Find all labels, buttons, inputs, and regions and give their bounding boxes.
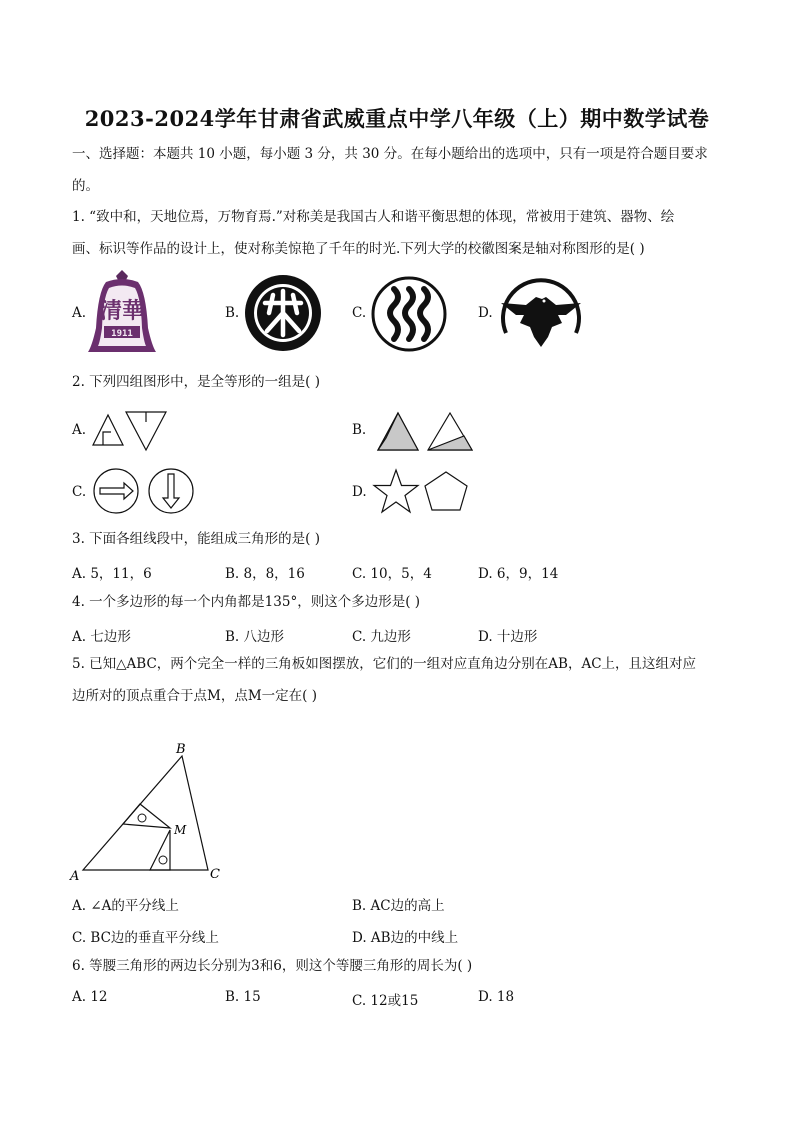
q2-option-b-figure xyxy=(376,410,476,454)
q1-option-b-label: B. xyxy=(225,305,240,321)
q2-option-d-figure xyxy=(372,468,472,516)
section-heading-cont: 的。 xyxy=(72,178,99,194)
q5-option-a: A. ∠A的平分线上 xyxy=(72,898,179,914)
section-heading: 一、选择题：本题共 10 小题，每小题 3 分，共 30 分。在每小题给出的选项中，只有一项是符合题目要求 xyxy=(72,146,708,162)
q5-triangle-figure xyxy=(70,740,230,882)
q3-option-a: A. 5，11，6 xyxy=(72,566,152,582)
q5-option-b: B. AC边的高上 xyxy=(352,898,445,914)
q3-option-b: B. 8，8，16 xyxy=(225,566,305,582)
logo-a-chars: 清華 xyxy=(99,298,145,324)
q1-option-a-label: A. xyxy=(72,305,87,321)
q6-option-c: C. 12或15 xyxy=(352,993,419,1009)
wave-logo-icon xyxy=(370,275,448,353)
question-1-line2: 画、标识等作品的设计上，使对称美惊艳了千年的时光.下列大学的校徽图案是轴对称图形的是( ) xyxy=(72,241,645,257)
q5-option-d: D. AB边的中线上 xyxy=(352,930,459,946)
eagle-logo-icon xyxy=(496,275,586,353)
point-m-label: M xyxy=(174,823,187,837)
q1-option-c-label: C. xyxy=(352,305,367,321)
q5-option-c: C. BC边的垂直平分线上 xyxy=(72,930,219,946)
peking-logo-icon xyxy=(243,273,323,353)
q2-option-a-figure xyxy=(90,410,170,454)
q2-option-a-label: A. xyxy=(72,422,87,438)
tsinghua-logo-icon xyxy=(86,268,158,356)
q2-option-c-figure xyxy=(92,468,196,514)
question-6-stem: 6. 等腰三角形的两边长分别为3和6，则这个等腰三角形的周长为( ) xyxy=(72,958,473,974)
question-3-stem: 3. 下面各组线段中，能组成三角形的是( ) xyxy=(72,531,320,547)
q4-option-d: D. 十边形 xyxy=(478,629,538,645)
question-5-line1: 5. 已知△ABC，两个完全一样的三角板如图摆放，它们的一组对应直角边分别在AB，AC上，且这组对应 xyxy=(72,656,697,672)
q2-option-d-label: D. xyxy=(352,484,367,500)
question-2-stem: 2. 下列四组图形中，是全等形的一组是( ) xyxy=(72,374,320,390)
page-title: 2023-2024学年甘肃省武威重点中学八年级（上）期中数学试卷 xyxy=(84,106,710,131)
question-4-stem: 4. 一个多边形的每一个内角都是135°，则这个多边形是( ) xyxy=(72,594,421,610)
q1-option-d-label: D. xyxy=(478,305,493,321)
q6-option-a: A. 12 xyxy=(72,989,108,1005)
q2-option-b-label: B. xyxy=(352,422,367,438)
q4-option-a: A. 七边形 xyxy=(72,629,131,645)
q6-option-b: B. 15 xyxy=(225,989,261,1005)
logo-a-year: 1911 xyxy=(111,329,133,339)
q6-option-d: D. 18 xyxy=(478,989,515,1005)
q2-option-c-label: C. xyxy=(72,484,87,500)
vertex-b-label: B xyxy=(176,742,186,757)
vertex-c-label: C xyxy=(210,867,220,882)
q4-option-c: C. 九边形 xyxy=(352,629,411,645)
question-1-line1: 1. “致中和，天地位焉，万物育焉.”对称美是我国古人和谐平衡思想的体现，常被用于建筑、器物、绘 xyxy=(72,209,675,225)
q3-option-c: C. 10，5，4 xyxy=(352,566,432,582)
vertex-a-label: A xyxy=(70,869,80,884)
q3-option-d: D. 6，9，14 xyxy=(478,566,559,582)
question-5-line2: 边所对的顶点重合于点M，点M一定在( ) xyxy=(72,688,317,704)
q4-option-b: B. 八边形 xyxy=(225,629,285,645)
